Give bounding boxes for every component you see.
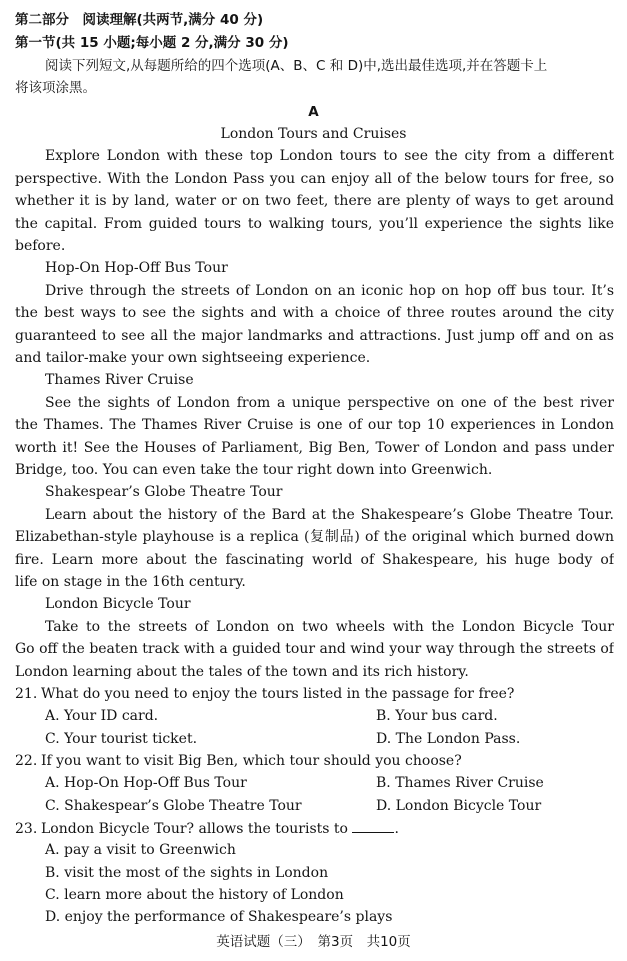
paragraph-line: worth it! See the Houses of Parliament, Big Ben, Tower of London and pass under [15,440,614,456]
question-number: 22. [15,753,38,769]
question-number: 21. [15,686,38,702]
paragraph-line: London learning about the tales of the town and its rich history. [15,664,469,680]
option-21-d[interactable]: D. The London Pass. [376,731,521,747]
question-stem: If you want to visit Big Ben, which tour should you choose? [41,753,462,769]
paragraph-line: guaranteed to see all the major landmarks and attractions. Just jump off and on as [15,328,614,344]
paragraph-line: Bridge, too. You can even take the tour right down into Greenwich. [15,462,493,478]
option-21-b[interactable]: B. Your bus card. [376,708,498,724]
question-stem: London Bicycle Tour? allows the tourists to [41,821,348,837]
question-23 [15,818,614,839]
question-stem: What do you need to enjoy the tours listed in the passage for free? [41,686,515,702]
option-22-a[interactable]: A. Hop-On Hop-Off Bus Tour [45,775,247,791]
section-heading: Hop-On Hop-Off Bus Tour [45,260,228,276]
paragraph-line: Take to the streets of London on two wheels with the London Bicycle Tour [45,619,614,635]
instructions-line-1: 阅读下列短文,从每题所给的四个选项(A、B、C 和 D)中,选出最佳选项,并在答题卡上 [45,58,548,74]
instructions-line-2: 将该项涂黑。 [15,80,96,96]
paragraph-line: the Thames. The Thames River Cruise is one of our top 10 experiences in London [15,417,614,433]
paragraph-line: fire. Learn more about the fascinating world of Shakespeare, his huge body of [15,552,614,568]
option-23-d[interactable]: D. enjoy the performance of Shakespeare’s plays [45,909,393,925]
paragraph-line: whether it is by land, water or on two feet, there are plenty of ways to get around [15,193,614,209]
option-23-b[interactable]: B. visit the most of the sights in London [45,865,329,881]
paragraph-line: life on stage in the 16th century. [15,574,246,590]
option-22-b[interactable]: B. Thames River Cruise [376,775,544,791]
section-heading: Thames River Cruise [45,372,194,388]
paragraph-line: the best ways to see the sights and with a choice of three routes around the city [15,305,614,321]
passage-label: A [308,104,319,120]
passage-title: London Tours and Cruises [220,126,407,142]
question-21 [15,684,614,704]
option-22-c[interactable]: C. Shakespear’s Globe Theatre Tour [45,798,302,814]
paragraph-line: See the sights of London from a unique perspective on one of the best river [45,395,614,411]
section-title: 第一节(共 15 小题;每小题 2 分,满分 30 分) [15,35,289,51]
paragraph-line: the capital. From guided tours to walking tours, you’ll experience the sights like [15,216,614,232]
option-23-c[interactable]: C. learn more about the history of London [45,887,344,903]
paragraph-line: before. [15,238,66,254]
paragraph-line: Go off the beaten track with a guided tour and wind your way through the streets of [15,641,614,657]
paragraph-line: perspective. With the London Pass you can enjoy all of the below tours for free, so [15,171,614,187]
question-stem-end: . [394,821,399,837]
page-footer: 英语试题（三） 第3页 共10页 [216,934,411,950]
paragraph-line: Elizabethan-style playhouse is a replica (复制品) of the original which burned down [15,529,614,545]
option-23-a[interactable]: A. pay a visit to Greenwich [45,842,236,858]
option-22-d[interactable]: D. London Bicycle Tour [376,798,542,814]
part-title: 第二部分 阅读理解(共两节,满分 40 分) [15,12,264,28]
option-21-c[interactable]: C. Your tourist ticket. [45,731,198,747]
answer-blank [352,818,394,833]
question-22 [15,751,614,771]
paragraph-line: Learn about the history of the Bard at the Shakespeare’s Globe Theatre Tour. [45,507,614,523]
section-heading: London Bicycle Tour [45,596,191,612]
question-number: 23. [15,821,38,837]
paragraph-line: Drive through the streets of London on an iconic hop on hop off bus tour. It’s [45,283,614,299]
option-21-a[interactable]: A. Your ID card. [45,708,159,724]
section-heading: Shakespear’s Globe Theatre Tour [45,484,283,500]
paragraph-line: and tailor-make your own sightseeing experience. [15,350,371,366]
paragraph-line: Explore London with these top London tours to see the city from a different [45,148,614,164]
